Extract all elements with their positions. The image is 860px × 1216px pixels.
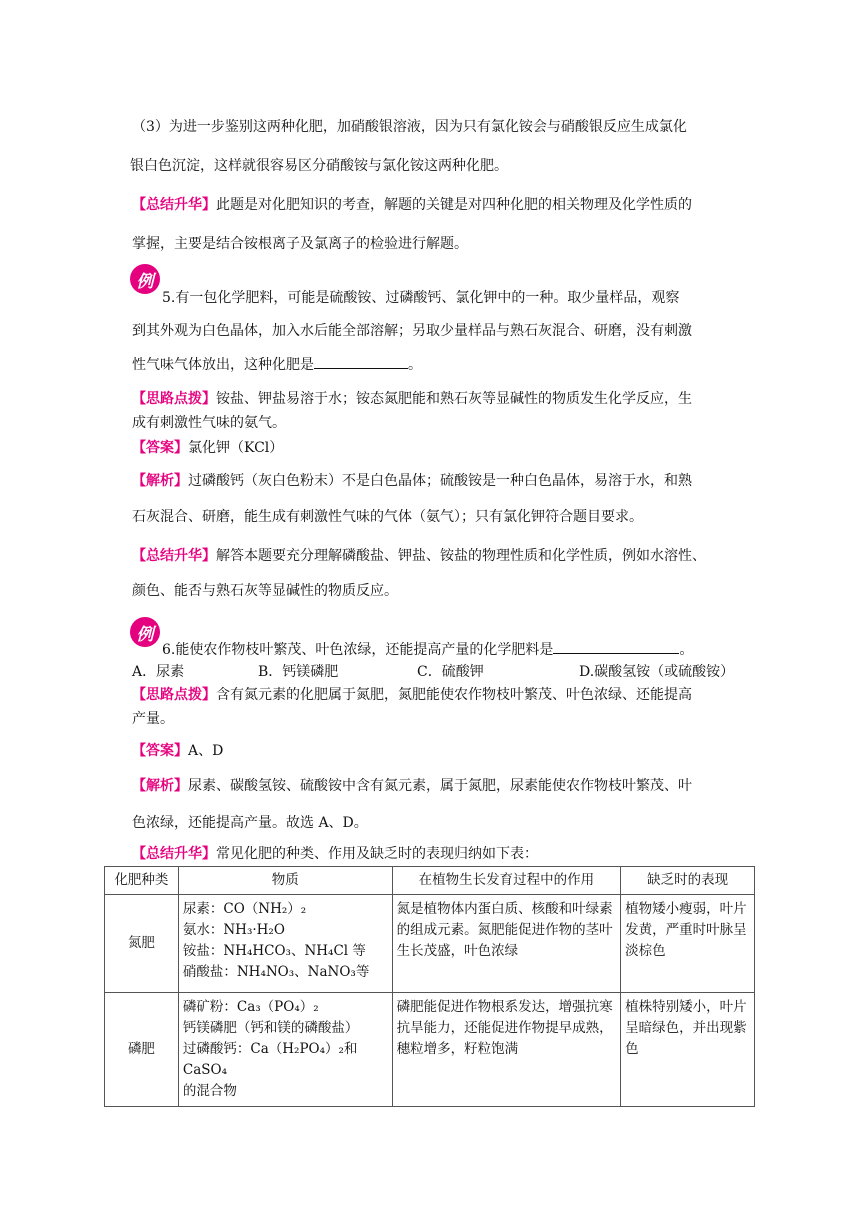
summary-tag: 【总结升华】 [132,846,216,862]
summary1-line2: 掌握，主要是结合铵根离子及氯离子的检验进行解题。 [132,236,468,252]
q5-end: 。 [408,357,422,373]
answer-tag: 【答案】 [132,743,188,759]
table-header: 物质 [178,867,392,895]
deficiency-cell: 植株特别矮小，叶片呈暗绿色，并出现紫色 [621,993,755,1107]
answer-text: 氯化钾（KCl） [188,440,284,456]
table-header: 化肥种类 [105,867,179,895]
q6-answer [132,740,223,760]
q6-summary [132,843,538,863]
example-icon: 例 [130,264,160,294]
summary1-line1 [132,194,692,214]
q5-answer [132,437,283,457]
table-header: 在植物生长发育过程中的作用 [392,867,621,895]
q5-text: 性气味气体放出，这种化肥是 [132,357,314,373]
role-cell: 氮是植物体内蛋白质、核酸和叶绿素的组成元素。氮肥能促进作物的茎叶生长茂盛，叶色浓绿 [392,895,621,993]
substance-item: 磷矿粉：Ca₃（PO₄）₂ [182,999,319,1015]
table-header: 缺乏时的表现 [621,867,755,895]
answer-text: A、D [188,743,224,759]
deficiency-cell: 植物矮小瘦弱，叶片发黄，严重时叶脉呈淡棕色 [621,895,755,993]
fertilizer-table [104,866,755,1107]
hint-text: 铵盐、钾盐易溶于水；铵态氮肥能和熟石灰等显碱性的物质发生化学反应，生 [216,391,692,407]
q6-options [132,661,734,681]
fertilizer-kind: 磷肥 [105,993,179,1107]
substance-item: 钙镁磷肥（钙和镁的磷酸盐） [182,1020,359,1036]
q5-analysis-line2: 石灰混合、研磨，能生成有刺激性气味的气体（氨气）；只有氯化钾符合题目要求。 [132,509,643,525]
q5-hint-line2: 成有刺激性气味的氨气。 [132,415,286,431]
section3-line1: （3）为进一步鉴别这两种化肥，加硝酸银溶液，因为只有氯化铵会与硝酸银反应生成氯化 [132,119,687,135]
substance-item: 铵盐：NH₄HCO₃、NH₄Cl 等 [182,943,366,959]
analysis-tag: 【解析】 [132,473,188,489]
q5-summary-line2: 颜色、能否与熟石灰等显碱性的物质反应。 [132,583,398,599]
q6-analysis-line2: 色浓绿，还能提高产量。故选 A、D。 [132,815,368,831]
q5-line2: 到其外观为白色晶体，加入水后能全部溶解；另取少量样品与熟石灰混合、研磨，没有刺激 [132,323,692,339]
table-row [105,895,755,993]
substance-item: 过磷酸钙：Ca（H₂PO₄）₂和 CaSO₄ [182,1041,358,1078]
substance-item: 尿素：CO（NH₂）₂ [182,901,307,917]
hint-tag: 【思路点拨】 [132,687,216,703]
role-cell: 磷肥能促进作物根系发达，增强抗寒抗旱能力，还能促进作物提早成熟，穗粒增多，籽粒饱满 [392,993,621,1107]
q6-line1 [162,639,693,659]
substance-item: 的混合物 [182,1083,237,1099]
hint-tag: 【思路点拨】 [132,391,216,407]
hint-text: 含有氮元素的化肥属于氮肥，氮肥能使农作物枝叶繁茂、叶色浓绿、还能提高 [216,687,692,703]
summary-tag: 【总结升华】 [132,197,216,213]
substance-item: 硝酸盐：NH₄NO₃、NaNO₃等 [182,964,370,980]
summary-text: 此题是对化肥知识的考查，解题的关键是对四种化肥的相关物理及化学性质的 [216,197,692,213]
q6-hint-line1 [132,684,692,704]
summary-text: 解答本题要充分理解磷酸盐、钾盐、铵盐的物理性质和化学性质，例如水溶性、 [216,548,706,564]
answer-blank[interactable] [553,641,679,654]
q5-hint-line1 [132,388,692,408]
substances-cell [178,993,392,1107]
option-c: C．硫酸钾 [417,664,484,680]
option-a: A．尿素 [132,664,185,680]
q6-analysis-line1 [132,775,692,795]
q5-line3 [132,354,422,374]
analysis-tag: 【解析】 [132,778,188,794]
summary-tag: 【总结升华】 [132,548,216,564]
q5-analysis-line1 [132,470,692,490]
analysis-text: 过磷酸钙（灰白色粉末）不是白色晶体；硫酸铵是一种白色晶体，易溶于水，和熟 [188,473,692,489]
analysis-text: 尿素、碳酸氢铵、硫酸铵中含有氮元素，属于氮肥，尿素能使农作物枝叶繁茂、叶 [188,778,692,794]
substances-cell [178,895,392,993]
answer-tag: 【答案】 [132,440,188,456]
q6-hint-line2: 产量。 [132,711,174,727]
q5-summary-line1 [132,545,706,565]
option-d: D.碳酸氢铵（或硫酸铵） [579,664,735,680]
option-b: B．钙镁磷肥 [258,664,339,680]
table-header-row [105,867,755,895]
example-icon: 例 [130,617,160,647]
table-row [105,993,755,1107]
q6-end: 。 [679,642,694,658]
substance-item: 氨水：NH₃·H₂O [182,922,285,938]
answer-blank[interactable] [314,356,408,369]
q5-line1: 5.有一包化学肥料，可能是硫酸铵、过磷酸钙、氯化钾中的一种。取少量样品，观察 [162,290,680,306]
fertilizer-kind: 氮肥 [105,895,179,993]
summary-text: 常见化肥的种类、作用及缺乏时的表现归纳如下表： [216,846,538,862]
q6-text: 6.能使农作物枝叶繁茂、叶色浓绿，还能提高产量的化学肥料是 [162,642,554,658]
section3-line2: 银白色沉淀，这样就很容易区分硝酸铵与氯化铵这两种化肥。 [130,158,508,174]
